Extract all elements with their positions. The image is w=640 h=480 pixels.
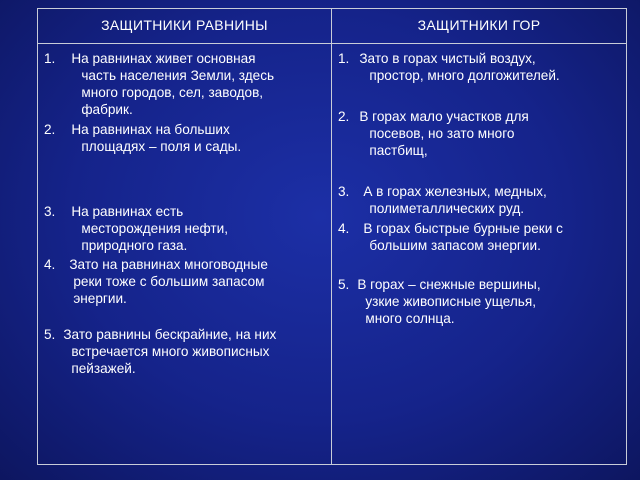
item-text <box>349 220 620 254</box>
item-text <box>349 108 620 159</box>
item-line: месторождения нефти, <box>81 221 229 236</box>
list-item <box>338 220 620 254</box>
header-row <box>38 9 627 44</box>
item-line: Зато на равнинах многоводные <box>69 257 268 272</box>
item-line: встречается много живописных <box>71 344 270 359</box>
item-line: реки тоже с большим запасом <box>73 274 265 289</box>
item-line: много солнца. <box>365 311 455 326</box>
item-line: На равнинах на больших <box>71 122 230 137</box>
item-line: В горах быстрые бурные реки с <box>363 221 563 236</box>
content-row <box>38 44 627 465</box>
plains-cell <box>38 44 332 465</box>
item-line: На равнинах есть <box>71 204 184 219</box>
item-line: узкие живописные ущелья, <box>365 294 537 309</box>
list-item <box>44 256 325 307</box>
item-number: 4. <box>44 257 56 272</box>
item-line: площадях – поля и сады. <box>81 139 242 154</box>
item-line: простор, много долгожителей. <box>369 68 560 83</box>
header-plains-defenders: ЗАЩИТНИКИ РАВНИНЫ <box>38 9 332 44</box>
item-line: В горах мало участков для <box>359 109 529 124</box>
item-number: 1. <box>338 51 350 66</box>
item-number: 5. <box>338 277 350 292</box>
item-text <box>55 256 325 307</box>
item-line: пастбищ, <box>369 143 428 158</box>
list-item <box>44 203 325 254</box>
item-number: 2. <box>44 122 56 137</box>
mountains-cell <box>332 44 627 465</box>
item-line: На равнинах живет основная <box>71 51 256 66</box>
item-number: 3. <box>44 204 56 219</box>
item-number: 3. <box>338 184 350 199</box>
list-item <box>338 108 620 159</box>
list-item <box>338 50 620 84</box>
item-line: большим запасом энергии. <box>369 238 541 253</box>
list-item <box>338 183 620 217</box>
item-line: много городов, сел, заводов, <box>81 85 264 100</box>
item-line: энергии. <box>73 291 127 306</box>
mountains-list <box>332 44 626 327</box>
item-text <box>55 203 325 254</box>
item-text <box>55 326 325 377</box>
item-number: 1. <box>44 51 56 66</box>
plains-list <box>38 44 331 377</box>
item-text <box>55 50 325 118</box>
list-item <box>44 121 325 155</box>
list-item <box>44 326 325 377</box>
item-line: Зато в горах чистый воздух, <box>359 51 536 66</box>
item-line: фабрик. <box>81 102 133 117</box>
item-text <box>349 276 620 327</box>
item-number: 2. <box>338 109 350 124</box>
item-number: 4. <box>338 221 350 236</box>
item-text <box>55 121 325 155</box>
item-line: полиметаллических руд. <box>369 201 525 216</box>
item-line: пейзажей. <box>71 361 136 376</box>
item-line: посевов, но зато много <box>369 126 515 141</box>
item-line: часть населения Земли, здесь <box>81 68 275 83</box>
item-line: Зато равнины бескрайние, на них <box>63 327 277 342</box>
item-text <box>349 50 620 84</box>
item-text <box>349 183 620 217</box>
item-line: А в горах железных, медных, <box>363 184 547 199</box>
header-mountains-defenders: ЗАЩИТНИКИ ГОР <box>332 9 627 44</box>
item-line: природного газа. <box>81 238 188 253</box>
list-item <box>338 276 620 327</box>
comparison-table <box>37 8 627 465</box>
item-line: В горах – снежные вершины, <box>357 277 541 292</box>
list-item <box>44 50 325 118</box>
item-number: 5. <box>44 327 56 342</box>
